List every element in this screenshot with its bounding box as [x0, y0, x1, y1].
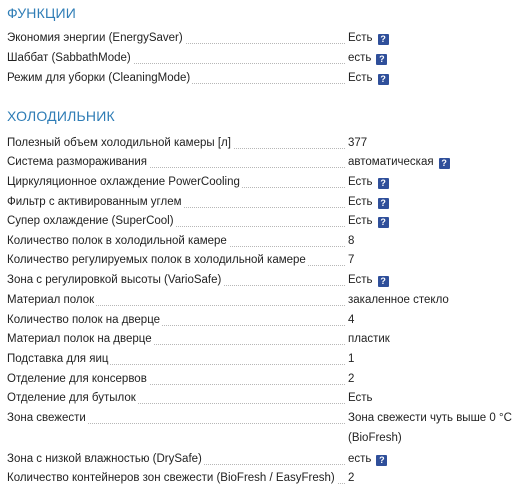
section-title-fridge: ХОЛОДИЛЬНИК — [7, 108, 115, 124]
help-icon[interactable]: ? — [378, 198, 389, 209]
help-icon[interactable]: ? — [439, 158, 450, 169]
help-icon[interactable]: ? — [378, 74, 389, 85]
spec-row-door-shelves — [7, 310, 473, 330]
spec-value: 2 — [348, 472, 355, 484]
help-icon[interactable]: ? — [376, 455, 387, 466]
spec-label: Зона свежести — [7, 412, 86, 424]
spec-value: 8 — [348, 235, 355, 247]
spec-row-carbon-filter — [7, 192, 473, 212]
spec-label: Материал полок на дверце — [7, 333, 152, 345]
spec-row-cleaningmode — [7, 68, 473, 88]
spec-value: закаленное стекло — [348, 294, 449, 306]
spec-label: Фильтр с активированным углем — [7, 196, 182, 208]
spec-value: 4 — [348, 314, 355, 326]
spec-value: 2 — [348, 373, 355, 385]
spec-row-freshness-zone-cont — [7, 428, 473, 448]
spec-value: Есть — [348, 274, 373, 286]
spec-value: есть — [348, 52, 372, 64]
spec-label: Количество полок в холодильной камере — [7, 235, 227, 247]
spec-label: Количество регулируемых полок в холодильной камере — [7, 254, 306, 266]
spec-row-door-shelf-material — [7, 329, 473, 349]
spec-label: Циркуляционное охлаждение PowerCooling — [7, 176, 240, 188]
spec-row-volume — [7, 133, 473, 153]
spec-value: автоматическая — [348, 156, 434, 168]
spec-value: Есть — [348, 215, 373, 227]
spec-value: 1 — [348, 353, 355, 365]
spec-value: есть — [348, 453, 372, 465]
spec-row-supercool — [7, 211, 473, 231]
spec-value: 377 — [348, 137, 368, 149]
help-icon[interactable]: ? — [376, 54, 387, 65]
spec-label: Зона с регулировкой высоты (VarioSafe) — [7, 274, 222, 286]
spec-label: Полезный объем холодильной камеры [л] — [7, 137, 231, 149]
spec-value: Есть — [348, 72, 373, 84]
spec-value: Есть — [348, 176, 373, 188]
spec-row-shelves — [7, 231, 473, 251]
spec-value: 7 — [348, 254, 355, 266]
spec-label: Подставка для яиц — [7, 353, 109, 365]
spec-value: Зона свежести чуть выше 0 °C — [348, 412, 512, 424]
spec-value: Есть — [348, 196, 373, 208]
spec-row-sabbathmode — [7, 48, 473, 68]
spec-label: Шаббат (SabbathMode) — [7, 52, 131, 64]
help-icon[interactable]: ? — [378, 178, 389, 189]
help-icon[interactable]: ? — [378, 217, 389, 228]
spec-label: Система размораживания — [7, 156, 148, 168]
help-icon[interactable]: ? — [378, 276, 389, 287]
spec-label: Материал полок — [7, 294, 95, 306]
spec-value: пластик — [348, 333, 390, 345]
spec-row-powercooling — [7, 172, 473, 192]
spec-label: Супер охлаждение (SuperCool) — [7, 215, 174, 227]
spec-label: Отделение для консервов — [7, 373, 147, 385]
spec-label: Количество контейнеров зон свежести (BioFresh / EasyFresh) — [7, 472, 335, 484]
spec-label: Отделение для бутылок — [7, 392, 136, 404]
section-title-functions: ФУНКЦИИ — [7, 5, 77, 21]
spec-row-shelf-material — [7, 290, 473, 310]
spec-row-energysaver — [7, 28, 473, 48]
spec-value: Есть — [348, 392, 373, 404]
spec-label: Экономия энергии (EnergySaver) — [7, 32, 183, 44]
help-icon[interactable]: ? — [378, 34, 389, 45]
spec-value: (BioFresh) — [348, 432, 402, 444]
spec-row-adjustable-shelves — [7, 250, 473, 270]
spec-row-defrost — [7, 152, 473, 172]
spec-row-variosafe — [7, 270, 473, 290]
spec-row-freshness-containers — [7, 468, 473, 488]
spec-row-drysafe — [7, 449, 473, 469]
spec-label: Количество полок на дверце — [7, 314, 161, 326]
spec-row-freshness-zone — [7, 408, 512, 428]
spec-row-can-compartment — [7, 369, 473, 389]
spec-row-egg-tray — [7, 349, 473, 369]
spec-label: Зона с низкой влажностью (DrySafe) — [7, 453, 202, 465]
spec-value: Есть — [348, 32, 373, 44]
spec-row-bottle-compartment — [7, 388, 473, 408]
spec-label — [7, 432, 9, 444]
spec-label: Режим для уборки (CleaningMode) — [7, 72, 191, 84]
